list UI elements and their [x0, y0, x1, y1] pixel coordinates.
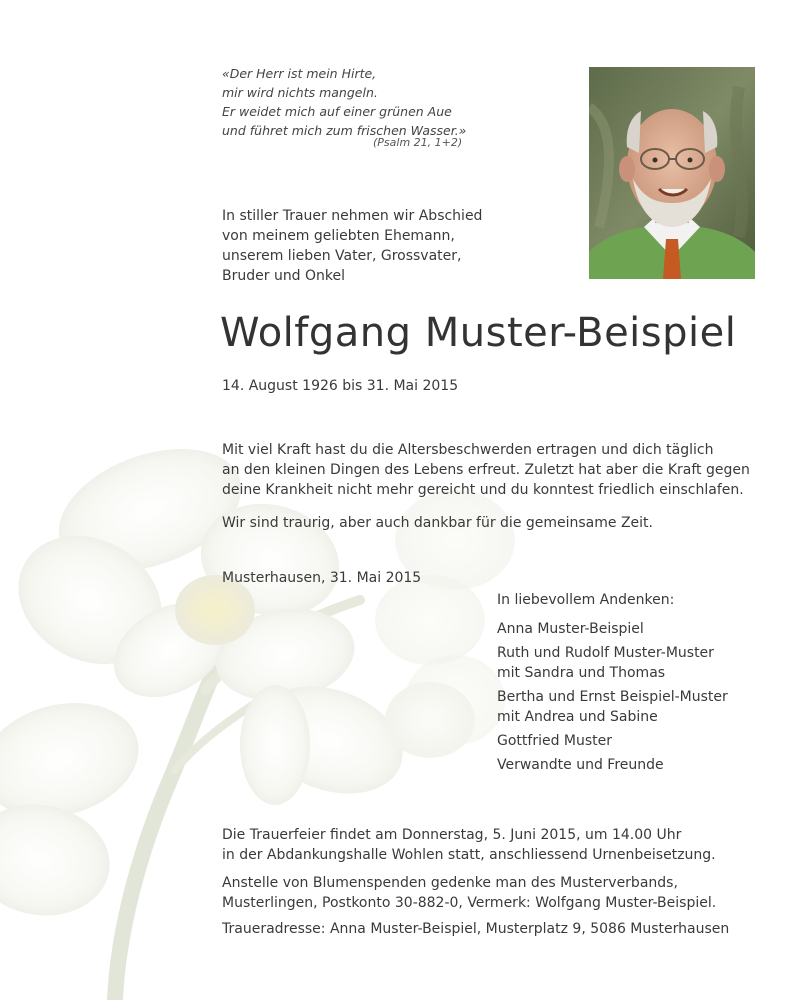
list-item — [497, 619, 728, 639]
mourning-address: Traueradresse: Anna Muster-Beispiel, Musterplatz 9, 5086 Musterhausen — [222, 921, 730, 937]
list-item — [497, 643, 728, 683]
funeral-line: Die Trauerfeier findet am Donnerstag, 5. Juni 2015, um 14.00 Uhr — [222, 827, 682, 843]
gratitude-line: Wir sind traurig, aber auch dankbar für die gemeinsame Zeit. — [222, 515, 653, 531]
tribute-paragraph — [222, 440, 750, 500]
mourner-line: mit Sandra und Thomas — [497, 665, 666, 681]
psalm-line: «Der Herr ist mein Hirte, — [222, 66, 377, 81]
intro-text — [222, 206, 482, 286]
list-item — [497, 731, 728, 751]
tribute-line: Mit viel Kraft hast du die Altersbeschwerden ertragen und dich täglich — [222, 442, 714, 458]
portrait-photo — [589, 67, 755, 279]
psalm-line: und führet mich zum frischen Wasser.» — [222, 123, 467, 138]
tribute-line: deine Krankheit nicht mehr gereicht und du konntest friedlich einschlafen. — [222, 482, 744, 498]
intro-line: von meinem geliebten Ehemann, — [222, 228, 455, 244]
intro-line: unserem lieben Vater, Grossvater, — [222, 248, 462, 264]
psalm-line: mir wird nichts mangeln. — [222, 85, 378, 100]
mourner-line: Ruth und Rudolf Muster-Muster — [497, 645, 714, 661]
mourner-line: mit Andrea und Sabine — [497, 709, 658, 725]
mourner-line: Bertha und Ernst Beispiel-Muster — [497, 689, 728, 705]
donation-line: Musterlingen, Postkonto 30-882-0, Vermerk: Wolfgang Muster-Beispiel. — [222, 895, 717, 911]
psalm-reference: (Psalm 21, 1+2) — [373, 136, 463, 149]
list-item — [497, 687, 728, 727]
intro-line: In stiller Trauer nehmen wir Abschied — [222, 208, 483, 224]
mourner-line: Verwandte und Freunde — [497, 757, 664, 773]
place-and-date: Musterhausen, 31. Mai 2015 — [222, 570, 422, 586]
life-dates: 14. August 1926 bis 31. Mai 2015 — [222, 378, 459, 394]
mourners-heading: In liebevollem Andenken: — [497, 592, 675, 608]
funeral-info — [222, 825, 716, 865]
donation-line: Anstelle von Blumenspenden gedenke man des Musterverbands, — [222, 875, 678, 891]
tribute-line: an den kleinen Dingen des Lebens erfreut. Zuletzt hat aber die Kraft gegen — [222, 462, 750, 478]
donation-info — [222, 873, 716, 913]
psalm-line: Er weidet mich auf einer grünen Aue — [222, 104, 452, 119]
intro-line: Bruder und Onkel — [222, 268, 346, 284]
deceased-name: Wolfgang Muster-Beispiel — [220, 310, 737, 356]
psalm-quote — [222, 64, 466, 140]
list-item — [497, 755, 728, 775]
mourners-list — [497, 619, 728, 779]
mourner-line: Gottfried Muster — [497, 733, 613, 749]
mourner-line: Anna Muster-Beispiel — [497, 621, 644, 637]
funeral-line: in der Abdankungshalle Wohlen statt, anschliessend Urnenbeisetzung. — [222, 847, 716, 863]
